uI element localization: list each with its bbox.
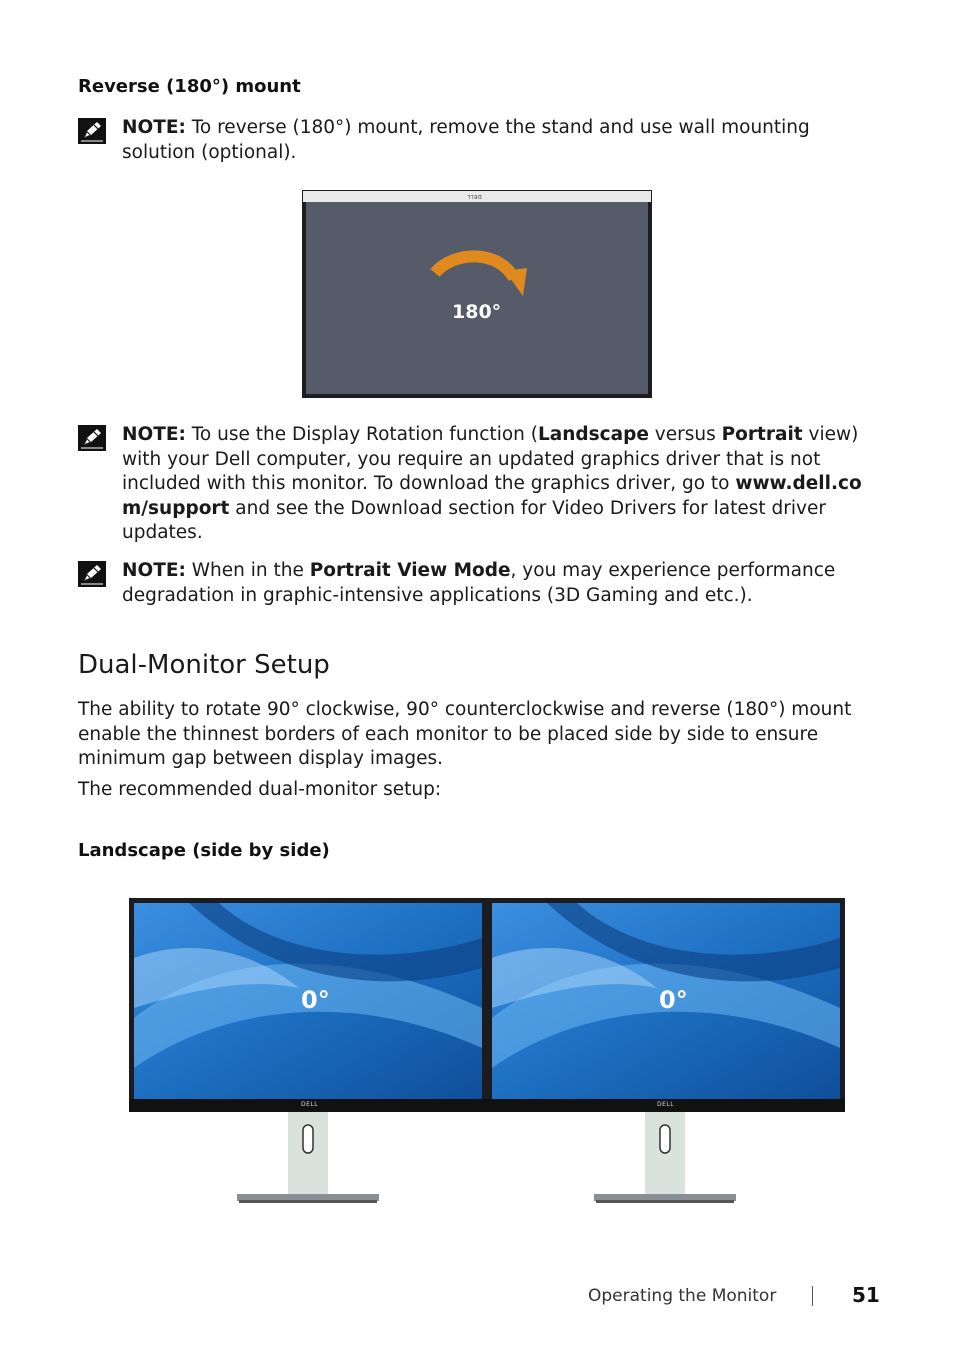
- note-body: To use the Display Rotation function (: [185, 424, 538, 445]
- portrait-view-mode-term: Portrait View Mode: [309, 560, 511, 581]
- monitor-reverse-illustration: [302, 190, 652, 398]
- figure-reverse-mount-monitor: [302, 190, 652, 398]
- support-link[interactable]: www.dell.com/support: [122, 473, 862, 519]
- note-display-rotation: [78, 423, 868, 548]
- figure-dual-monitor-landscape: [129, 898, 845, 1208]
- section-heading-dual-monitor: Dual-Monitor Setup: [78, 650, 330, 680]
- note-pencil-icon: [78, 561, 106, 587]
- page-number: 51: [852, 1283, 880, 1307]
- note-body: To reverse (180°) mount, remove the stand and use wall mounting solution (optional).: [122, 117, 810, 163]
- monitor-screen: [306, 202, 648, 394]
- note-pencil-icon: [78, 118, 106, 144]
- portrait-term: Portrait: [721, 424, 803, 445]
- rotation-label: 180°: [452, 301, 502, 323]
- footer-separator: [812, 1286, 813, 1306]
- dell-logo: DELL: [467, 193, 482, 199]
- dual-monitor-paragraph: The ability to rotate 90° clockwise, 90° counterclockwise and reverse (180°) mount enable the thinnest borders of each monitor to be placed side by side to ensure minimum gap between display images.: [78, 699, 852, 770]
- footer-section-title: Operating the Monitor: [588, 1286, 777, 1306]
- right-monitor-rotation-label: 0°: [659, 986, 688, 1014]
- dual-monitor-illustration: [129, 898, 845, 1208]
- note-body: , you may experience performance degradation in graphic-intensive applications (3D Gaming and etc.).: [122, 560, 836, 606]
- note-label: NOTE:: [122, 560, 186, 581]
- note-text: [122, 559, 868, 608]
- note-label: NOTE:: [122, 424, 186, 445]
- note-text: [122, 116, 868, 165]
- right-monitor: [487, 898, 845, 1203]
- subheading-landscape-side-by-side: Landscape (side by side): [78, 840, 330, 861]
- note-portrait-performance: [78, 559, 868, 611]
- left-dell-logo: DELL: [301, 1101, 319, 1108]
- note-pencil-icon: [78, 425, 106, 451]
- note-body: and see the Download section for Video Drivers for latest driver updates.: [122, 497, 826, 544]
- landscape-term: Landscape: [537, 424, 649, 445]
- note-body: view) with your Dell computer, you require an updated graphics driver that is not included with this monitor. To download the graphics driver, go to: [122, 424, 859, 495]
- recommended-setup-paragraph: The recommended dual-monitor setup:: [78, 779, 442, 800]
- note-reverse-mount: [78, 116, 868, 168]
- left-monitor-rotation-label: 0°: [301, 986, 330, 1014]
- note-label: NOTE:: [122, 117, 186, 138]
- note-body: When in the: [185, 560, 310, 581]
- left-monitor: [129, 898, 487, 1203]
- right-dell-logo: DELL: [657, 1101, 675, 1108]
- note-body: versus: [648, 424, 722, 445]
- note-text: [122, 423, 868, 546]
- section-heading-reverse-mount: Reverse (180°) mount: [78, 76, 301, 97]
